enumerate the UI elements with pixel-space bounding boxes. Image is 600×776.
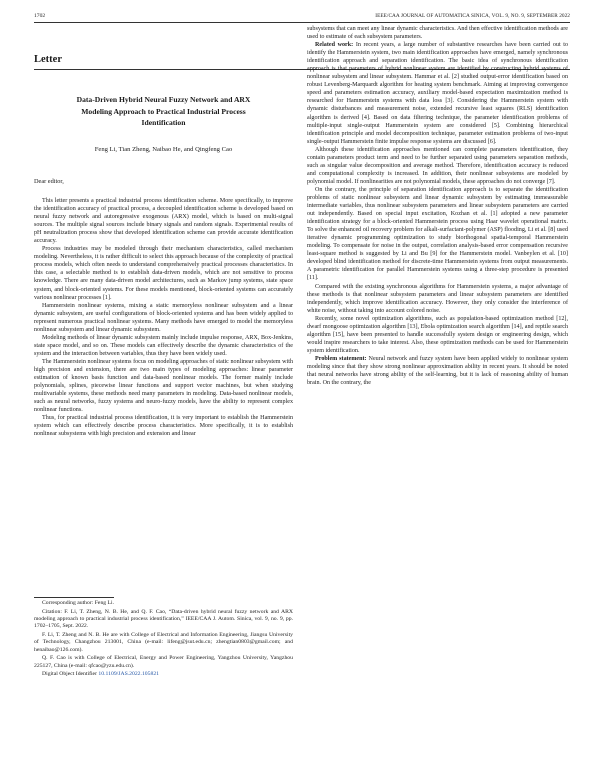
- authors: Feng Li, Tian Zheng, Naibao He, and Qingfeng Cao: [94, 146, 233, 153]
- salutation: Dear editor,: [34, 178, 64, 185]
- footnote-affiliation: Q. F. Cao is with College of Electrical, Energy and Power Engineering, Yangzhou University, Yangzhou 225127, China (e-mail: qfcao@yzu.edu.cn).: [34, 655, 293, 669]
- title-line: Identification: [141, 118, 186, 128]
- paragraph: Process industries may be modeled through their mechanism characteristics, called mechanism modeling. Nevertheless, it is rather difficult to select this approach because of the complexity of practical process models, which often needs to understand comprehensively practical processes characteristics. In this case, a selectable method is to establish data-driven models, which are not sensitive to process knowledge. There are many data-driven model architectures, such as Markov jump systems, state space system, and block-oriented systems. For these models mentioned, block-oriented systems can accurately various nonlinear processes [1].: [34, 246, 293, 301]
- title-line: Modeling Approach to Practical Industrial Process: [81, 106, 246, 116]
- paragraph-text: In recent years, a large number of substantive researches have been carried out to identify the Hammerstein system, two main identification approaches have emerged, namely synchronous identification approach and separation identification. The basic idea of synchronous identification approach is that parameters of hybrid nonlinear system are identified by constructing hybrid systems of nonlinear subsystem and linear subsystem. Hammar et al. [2] studied output-error identification based on robust Levenberg-Marquardt algorithm for heating system benchmark. Aiming at improving convergence speed and parameters estimation accuracy, auxiliary model-based expectation maximization method is researched for Hammerstein systems with data loss [3]. Considering the Hammerstein system with dynamic disturbances and measurement noise, extended recursive least squares (RLS) identification algorithm is derived [4]. Based on data filtering technique, the parameter identification problems of multiple-input single-output Hammerstein system are considered [5]. Combining hierarchical identification principle and model decomposition technique, parameter estimation problems of two-input single-output Hammerstein finite impulse response systems are discussed [6].: [307, 42, 568, 145]
- journal-header: IEEE/CAA JOURNAL OF AUTOMATICA SINICA, VOL. 9, NO. 9, SEPTEMBER 2022: [375, 13, 570, 19]
- paragraph: Recently, some novel optimization algorithms, such as population-based optimization method [12], dwarf mongoose optimization algorithm [13], Ebola optimization search algorithm [14], and reptile search algorithm [15], have been presented to handle successfully system design or engineering design, which would inspire researchers to take interest. Also, these optimization methods can be used for Hammerstein system identification.: [307, 315, 568, 354]
- related-work-paragraph: [307, 41, 568, 146]
- problem-statement-lead: Problem statement:: [315, 355, 367, 362]
- header-rule: [34, 22, 570, 23]
- footnote-rule: [34, 597, 114, 598]
- footnote-corresponding: Corresponding author: Feng Li.: [42, 600, 115, 606]
- right-column-body: [307, 25, 568, 387]
- doi-link[interactable]: 10.1109/JAS.2022.105821: [98, 671, 160, 678]
- paragraph-text: Neural network and fuzzy system have been applied widely to nonlinear system modeling since that they show strong nonlinear approximation ability in recent years. It should be noted that neural networks have strong ability of the self-learning, but it is lack of reasoning ability of human brain. On the contrary, the: [307, 355, 568, 387]
- paragraph: subsystems that can meet any linear dynamic characteristics. And then effective identification methods are used to estimate of each subsystem parameters.: [307, 26, 568, 41]
- paragraph: Although these identification approaches mentioned can complete parameters identification, they contain parameters product term and need to be further separated using parameters separation methods, such as singular value decomposition and average method. Therefore, identification accuracy is reduced and computational complexity is increased. In addition, their nonlinear subsystems are modeled by polynomial model. If nonlinearities are not polynomial models, these approaches do not converge [7].: [307, 146, 568, 185]
- paragraph: Modeling methods of linear dynamic subsystem mainly include impulse response, ARX, Box-Jenkins, state space model, and so on. These models can effectively describe the dynamic characteristics of the system and the interaction between variables, thus they have been widely used.: [34, 334, 293, 357]
- footnote-doi: [34, 671, 293, 678]
- paragraph: Compared with the existing synchronous algorithms for Hammerstein systems, a major advantage of these methods is that nonlinear subsystem parameters and linear subsystem parameters are identified independently, which improve identification accuracy. However, they only consider the interference of white noise, without taking into account colored noise.: [307, 283, 568, 314]
- left-column-body: [34, 197, 293, 438]
- section-label: Letter: [34, 54, 62, 65]
- paragraph: Thus, for practical industrial process identification, it is very important to establish the Hammerstein system which can effectively describe process characteristics. More specifically, it is to establish nonlinear subsystems with high precision and extension and linear: [34, 415, 293, 438]
- paragraph: On the contrary, the principle of separation identification approach is to separate the identification problems of static nonlinear subsystem and linear dynamic subsystem by estimating immeasurable intermediate variables, thus nonlinear subsystem parameters and linear subsystem parameters are carried out independently. Based on special input excitation, Kozhan et al. [1] adopted a new parameter identification strategy for a block-oriented Hammerstein process using Haar wavelet operational matrix. To solve the enhanced oil recovery problem for alkali-surfactant-polymer (ASP) flooding, Li et al. [8] used iterative dynamic programming optimization to study biorthogonal spatial-temporal Hammerstein modeling. To compensate for noise in the output, correlation analysis-based error compensation recursive least-square method is suggested by Li and Bu [9] for the Hammerstein model. Vanbeylen et al. [10] developed blind identification method for discrete-time Hammerstein systems from output measurements. A parametric identification for parallel Hammerstein systems using a three-step procedure is presented [11].: [307, 186, 569, 282]
- related-work-lead: Related work:: [315, 42, 354, 49]
- doi-label: Digital Object Identifier: [42, 671, 97, 678]
- paragraph: Hammerstein nonlinear systems, mixing a static memoryless nonlinear subsystem and a linear dynamic subsystem, are useful configurations of block-oriented systems and has been widely applied to represent numerous practical nonlinear systems. Many methods have emerged to model the memoryless nonlinear subsystem and linear dynamic subsystem.: [34, 302, 293, 333]
- problem-statement-paragraph: [307, 355, 568, 387]
- paragraph: This letter presents a practical industrial process identification scheme. More specifically, to improve the identification accuracy of practical process, a decoupled identification scheme is developed based on neural fuzzy network and autoregressive exogenous (ARX) model, which is based on multi-signal sources. The multiple signal sources include binary signals and random signals. Experimental results of pH neutralization process show that developed identification scheme can provide accurate identification accuracy.: [34, 198, 293, 245]
- title-line: Data-Driven Hybrid Neural Fuzzy Network and ARX: [76, 95, 251, 104]
- footnote-citation: Citation: F. Li, T. Zheng, N. B. He, and Q. F. Cao, “Data-driven hybrid neural fuzzy network and ARX modeling approach to practical industrial process identification,” IEEE/CAA J. Autom. Sinica, vol. 9, no. 9, pp. 1702–1705, Sept. 2022.: [34, 608, 293, 630]
- footnote-affiliation: F. Li, T. Zheng and N. B. He are with College of Electrical and Information Engineering, Jiangsu University of Technology, Changzhou 213001, China (e-mail: lifeng@jsut.edu.cn; zhengtian0803@gmail.com; and henaibao@126.com).: [34, 631, 293, 653]
- page-number: 1702: [34, 13, 46, 19]
- paragraph: The Hammerstein nonlinear systems focus on modeling approaches of static nonlinear subsystem with high precision and extension, there are two main types of modeling approaches: linear parameter estimation of known basis function and data-based nonlinear models. The former mainly include polynomials, splines, piecewise linear functions and support vector machines, but when studying multivariable systems, these methods need many parameters in modeling. Data-based nonlinear models, such as neural networks, fuzzy systems and neuro-fuzzy models, have the ability to represent complex nonlinear functions.: [34, 358, 293, 414]
- paper-title: [34, 94, 293, 129]
- footnotes: [34, 600, 293, 680]
